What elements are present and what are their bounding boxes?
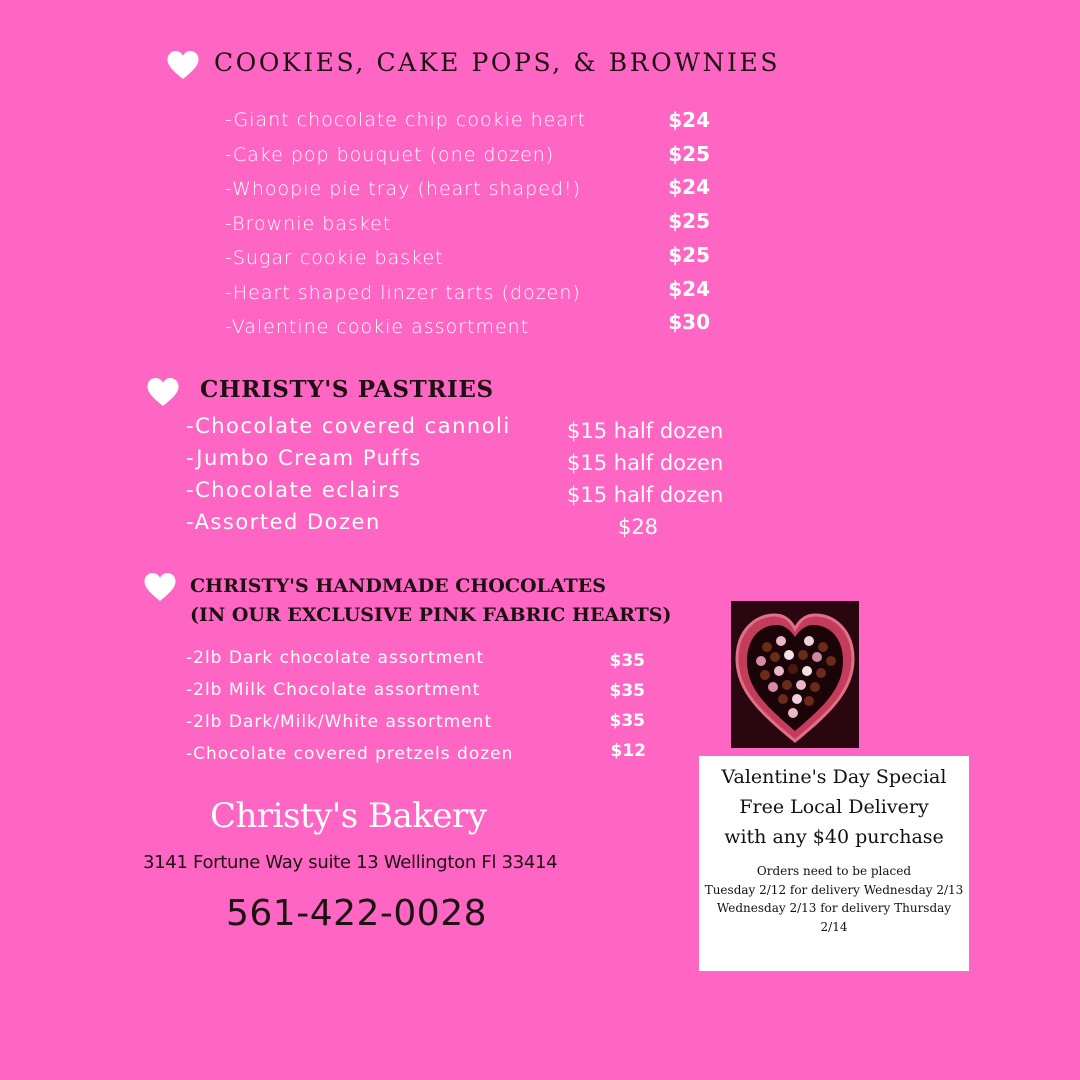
menu-item-name: -Assorted Dozen [186,510,381,534]
menu-item-price: $25 [668,243,710,267]
promo-note: Tuesday 2/12 for delivery Wednesday 2/13 [704,882,964,897]
heart-icon [143,572,177,602]
section-title-cookies: COOKIES, CAKE POPS, & BROWNIES [214,48,781,77]
bakery-phone[interactable]: 561-422-0028 [226,893,488,934]
menu-item-price: $28 [617,515,659,539]
menu-item-price: $15 half dozen [567,419,724,443]
menu-item-price: $35 [609,711,645,731]
section-title-line: CHRISTY'S HANDMADE CHOCOLATES [190,575,606,597]
menu-item-name: -2lb Dark chocolate assortment [186,648,485,668]
menu-item-name: -Valentine cookie assortment [225,316,530,338]
menu-item-name: -2lb Milk Chocolate assortment [186,680,481,700]
menu-item-price: $30 [668,310,710,334]
menu-item-name: -Heart shaped linzer tarts (dozen) [225,282,581,304]
heart-icon [166,50,200,80]
promo-box [699,756,969,971]
menu-item-price: $25 [668,142,710,166]
section-title-chocolates [190,572,671,630]
menu-item-price: $25 [668,209,710,233]
menu-item-price: $15 half dozen [567,483,724,507]
menu-item-name: -Jumbo Cream Puffs [186,446,422,470]
menu-item-name: -2lb Dark/Milk/White assortment [186,712,493,732]
menu-item-name: -Whoopie pie tray (heart shaped!) [225,178,581,200]
chocolate-box-photo [731,601,859,748]
bakery-address: 3141 Fortune Way suite 13 Wellington Fl 33414 [143,852,558,873]
menu-item-price: $35 [609,681,645,701]
menu-item-name: -Chocolate eclairs [186,478,401,502]
promo-delivery: Free Local Delivery [739,796,929,818]
promo-note: Wednesday 2/13 for delivery Thursday 2/14 [716,901,952,934]
section-title-line: (IN OUR EXCLUSIVE PINK FABRIC HEARTS) [190,604,672,626]
menu-item-name: -Giant chocolate chip cookie heart [225,109,587,131]
promo-note: Orders need to be placed [756,864,912,878]
promo-condition: with any $40 purchase [724,826,944,848]
menu-item-name: -Chocolate covered pretzels dozen [186,744,514,764]
menu-item-name: -Cake pop bouquet (one dozen) [225,144,555,166]
menu-item-price: $12 [610,741,646,761]
menu-item-price: $35 [609,651,645,671]
menu-item-price: $15 half dozen [567,451,724,475]
menu-item-price: $24 [668,277,710,301]
menu-item-name: -Brownie basket [225,213,392,235]
bakery-name: Christy's Bakery [210,796,487,836]
promo-headline: Valentine's Day Special [721,766,947,788]
menu-item-name: -Chocolate covered cannoli [186,414,511,438]
menu-item-name: -Sugar cookie basket [225,247,444,269]
heart-icon [146,377,180,407]
menu-item-price: $24 [668,175,710,199]
menu-item-price: $24 [668,108,710,132]
section-title-pastries: CHRISTY'S PASTRIES [200,376,494,403]
